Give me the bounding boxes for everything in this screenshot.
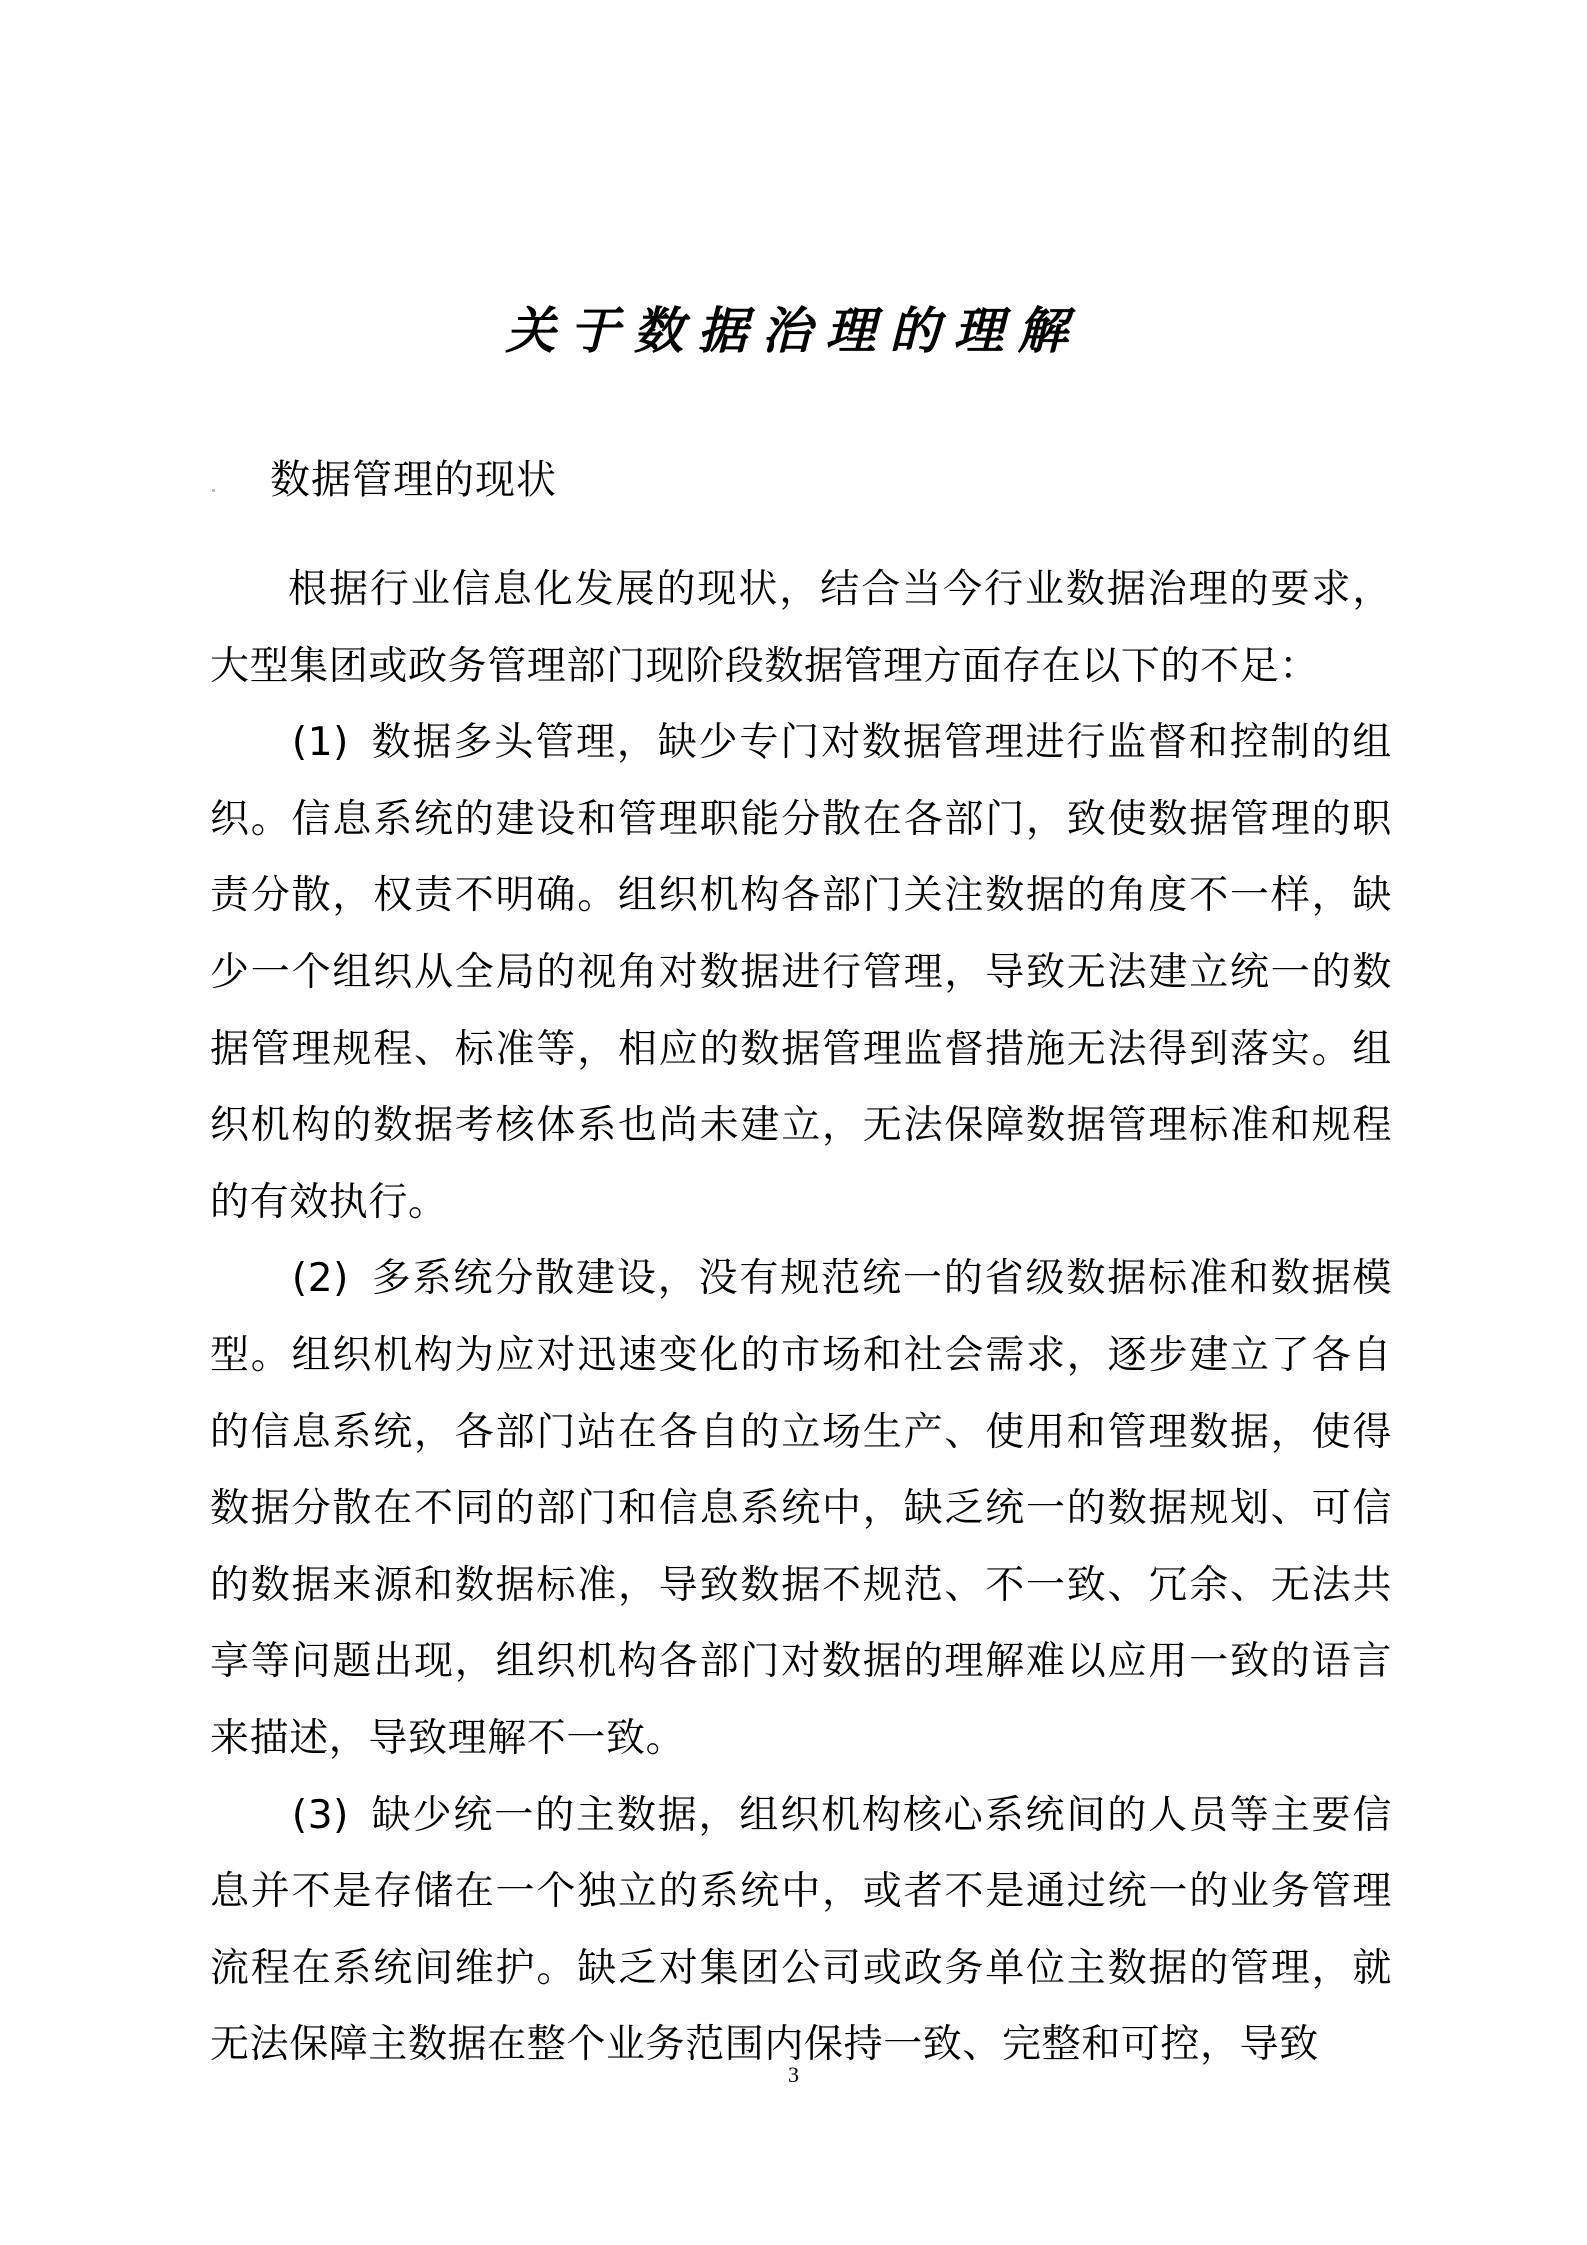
section-bullet-marker xyxy=(212,489,215,492)
item-text: 多系统分散建设，没有规范统一的省级数据标准和数据模型。组织机构为应对迅速变化的市场和社会需求，逐步建立了各自的信息系统，各部门站在各自的立场生产、使用和管理数据，使得数据分散在不同的部门和信息系统中，缺乏统一的数据规划、可信的数据来源和数据标准，导致数据不规范、不一致、冗余、无法共享等问题出现，组织机构各部门对数据的理解难以应用一致的语言来描述，导致理解不一致。 xyxy=(210,1256,1392,1761)
item-text: 缺少统一的主数据，组织机构核心系统间的人员等主要信息并不是存储在一个独立的系统中，或者不是通过统一的业务管理流程在系统间维护。缺乏对集团公司或政务单位主数据的管理，就无法保障主数据在整个业务范围内保持一致、完整和可控，导致 xyxy=(210,1792,1392,2068)
page-number: 3 xyxy=(788,2062,799,2087)
section-heading: 数据管理的现状 xyxy=(270,457,557,503)
list-item-3 xyxy=(210,1778,1392,2084)
document-title: 关于数据治理的理解 xyxy=(505,301,1082,360)
list-item-2 xyxy=(210,1241,1392,1777)
item-label: (3) xyxy=(291,1792,349,1838)
item-text: 数据多头管理，缺少专门对数据管理进行监督和控制的组织。信息系统的建设和管理职能分散在各部门，致使数据管理的职责分散，权责不明确。组织机构各部门关注数据的角度不一样，缺少一个组织从全局的视角对数据进行管理，导致无法建立统一的数据管理规程、标准等，相应的数据管理监督措施无法得到落实。组织机构的数据考核体系也尚未建立，无法保障数据管理标准和规程的有效执行。 xyxy=(210,720,1392,1225)
item-label: (2) xyxy=(291,1256,349,1302)
item-label: (1) xyxy=(291,720,349,766)
list-item-1 xyxy=(210,705,1392,1241)
intro-paragraph: 根据行业信息化发展的现状，结合当今行业数据治理的要求，大型集团或政务管理部门现阶段数据管理方面存在以下的不足： xyxy=(210,567,1392,689)
body-text xyxy=(210,552,1392,2084)
